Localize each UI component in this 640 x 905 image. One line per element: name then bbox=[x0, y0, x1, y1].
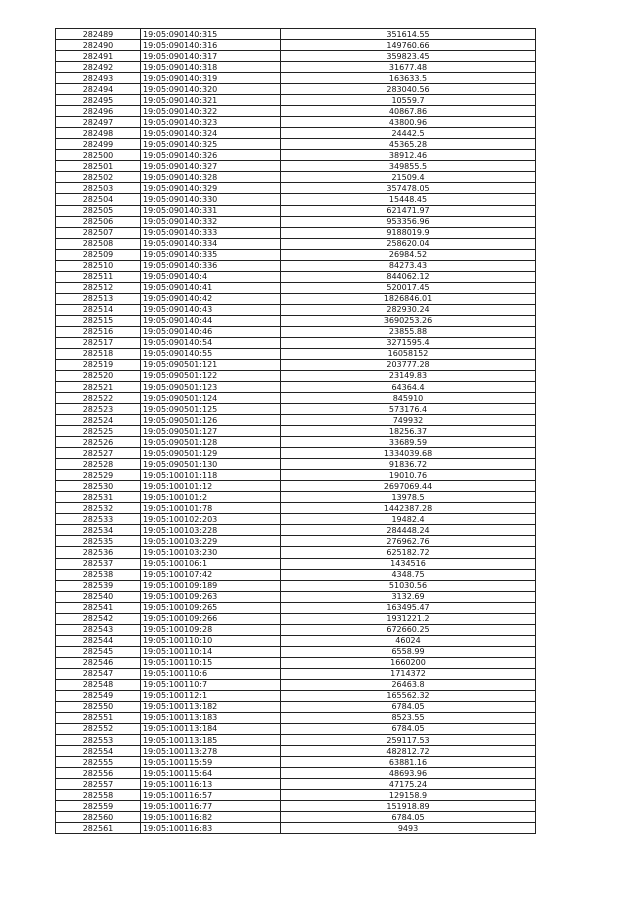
row-number-cell: 282502 bbox=[56, 172, 141, 183]
row-number-cell: 282557 bbox=[56, 779, 141, 790]
cadastral-number-cell: 19:05:100109:263 bbox=[141, 591, 281, 602]
row-number-cell: 282498 bbox=[56, 128, 141, 139]
cadastral-number-cell: 19:05:090140:328 bbox=[141, 172, 281, 183]
table-row bbox=[56, 459, 536, 470]
row-number-cell: 282532 bbox=[56, 503, 141, 514]
table-row bbox=[56, 315, 536, 326]
value-cell: 259117.53 bbox=[281, 735, 536, 746]
cadastral-number-cell: 19:05:100110:6 bbox=[141, 668, 281, 679]
cadastral-number-cell: 19:05:090140:334 bbox=[141, 238, 281, 249]
row-number-cell: 282542 bbox=[56, 613, 141, 624]
table-row bbox=[56, 757, 536, 768]
row-number-cell: 282520 bbox=[56, 370, 141, 381]
cadastral-number-cell: 19:05:090140:324 bbox=[141, 128, 281, 139]
cadastral-number-cell: 19:05:090140:329 bbox=[141, 183, 281, 194]
cadastral-number-cell: 19:05:090140:319 bbox=[141, 73, 281, 84]
cadastral-number-cell: 19:05:090501:125 bbox=[141, 404, 281, 415]
cadastral-number-cell: 19:05:100113:183 bbox=[141, 712, 281, 723]
row-number-cell: 282513 bbox=[56, 293, 141, 304]
value-cell: 8523.55 bbox=[281, 712, 536, 723]
value-cell: 573176.4 bbox=[281, 404, 536, 415]
table-row bbox=[56, 514, 536, 525]
row-number-cell: 282540 bbox=[56, 591, 141, 602]
cadastral-number-cell: 19:05:100113:182 bbox=[141, 701, 281, 712]
cadastral-number-cell: 19:05:100113:278 bbox=[141, 746, 281, 757]
cadastral-number-cell: 19:05:090501:121 bbox=[141, 359, 281, 370]
cadastral-number-cell: 19:05:100116:82 bbox=[141, 812, 281, 823]
cadastral-number-cell: 19:05:100115:59 bbox=[141, 757, 281, 768]
table-row bbox=[56, 348, 536, 359]
value-cell: 63881.16 bbox=[281, 757, 536, 768]
table-row bbox=[56, 40, 536, 51]
value-cell: 3132.69 bbox=[281, 591, 536, 602]
row-number-cell: 282560 bbox=[56, 812, 141, 823]
cadastral-number-cell: 19:05:090140:336 bbox=[141, 260, 281, 271]
value-cell: 2697069.44 bbox=[281, 481, 536, 492]
cadastral-number-cell: 19:05:090140:326 bbox=[141, 150, 281, 161]
table-row bbox=[56, 95, 536, 106]
cadastral-number-cell: 19:05:090140:318 bbox=[141, 62, 281, 73]
cadastral-number-cell: 19:05:090501:127 bbox=[141, 426, 281, 437]
value-cell: 520017.45 bbox=[281, 282, 536, 293]
cadastral-number-cell: 19:05:090140:325 bbox=[141, 139, 281, 150]
cadastral-number-cell: 19:05:100116:83 bbox=[141, 823, 281, 834]
row-number-cell: 282516 bbox=[56, 326, 141, 337]
value-cell: 165562.32 bbox=[281, 690, 536, 701]
row-number-cell: 282497 bbox=[56, 117, 141, 128]
row-number-cell: 282501 bbox=[56, 161, 141, 172]
value-cell: 6558.99 bbox=[281, 646, 536, 657]
row-number-cell: 282530 bbox=[56, 481, 141, 492]
value-cell: 359823.45 bbox=[281, 51, 536, 62]
table-row bbox=[56, 172, 536, 183]
row-number-cell: 282538 bbox=[56, 569, 141, 580]
table-row bbox=[56, 106, 536, 117]
cadastral-number-cell: 19:05:090140:335 bbox=[141, 249, 281, 260]
data-table bbox=[55, 28, 536, 834]
table-row bbox=[56, 668, 536, 679]
row-number-cell: 282543 bbox=[56, 624, 141, 635]
value-cell: 149760.66 bbox=[281, 40, 536, 51]
value-cell: 1931221.2 bbox=[281, 613, 536, 624]
table-row bbox=[56, 536, 536, 547]
table-row bbox=[56, 812, 536, 823]
table-row bbox=[56, 393, 536, 404]
table-row bbox=[56, 801, 536, 812]
value-cell: 64364.4 bbox=[281, 382, 536, 393]
cadastral-number-cell: 19:05:100113:184 bbox=[141, 723, 281, 734]
table-row bbox=[56, 558, 536, 569]
cadastral-number-cell: 19:05:090501:128 bbox=[141, 437, 281, 448]
table-row bbox=[56, 448, 536, 459]
row-number-cell: 282492 bbox=[56, 62, 141, 73]
row-number-cell: 282547 bbox=[56, 668, 141, 679]
row-number-cell: 282527 bbox=[56, 448, 141, 459]
row-number-cell: 282506 bbox=[56, 216, 141, 227]
value-cell: 38912.46 bbox=[281, 150, 536, 161]
cadastral-number-cell: 19:05:100101:12 bbox=[141, 481, 281, 492]
value-cell: 15448.45 bbox=[281, 194, 536, 205]
cadastral-number-cell: 19:05:100116:57 bbox=[141, 790, 281, 801]
row-number-cell: 282553 bbox=[56, 735, 141, 746]
cadastral-number-cell: 19:05:100110:7 bbox=[141, 679, 281, 690]
value-cell: 51030.56 bbox=[281, 580, 536, 591]
row-number-cell: 282535 bbox=[56, 536, 141, 547]
value-cell: 24442.5 bbox=[281, 128, 536, 139]
table-row bbox=[56, 183, 536, 194]
row-number-cell: 282515 bbox=[56, 315, 141, 326]
row-number-cell: 282534 bbox=[56, 525, 141, 536]
table-row bbox=[56, 62, 536, 73]
row-number-cell: 282495 bbox=[56, 95, 141, 106]
table-row bbox=[56, 547, 536, 558]
row-number-cell: 282554 bbox=[56, 746, 141, 757]
value-cell: 625182.72 bbox=[281, 547, 536, 558]
cadastral-number-cell: 19:05:100101:2 bbox=[141, 492, 281, 503]
cadastral-number-cell: 19:05:100115:64 bbox=[141, 768, 281, 779]
table-row bbox=[56, 238, 536, 249]
row-number-cell: 282533 bbox=[56, 514, 141, 525]
table-row bbox=[56, 282, 536, 293]
row-number-cell: 282559 bbox=[56, 801, 141, 812]
value-cell: 47175.24 bbox=[281, 779, 536, 790]
table-row bbox=[56, 569, 536, 580]
value-cell: 26463.8 bbox=[281, 679, 536, 690]
cadastral-number-cell: 19:05:090501:123 bbox=[141, 382, 281, 393]
value-cell: 19010.76 bbox=[281, 470, 536, 481]
value-cell: 258620.04 bbox=[281, 238, 536, 249]
cadastral-number-cell: 19:05:100109:28 bbox=[141, 624, 281, 635]
value-cell: 9188019.9 bbox=[281, 227, 536, 238]
row-number-cell: 282519 bbox=[56, 359, 141, 370]
value-cell: 84273.43 bbox=[281, 260, 536, 271]
cadastral-number-cell: 19:05:100110:14 bbox=[141, 646, 281, 657]
table-row bbox=[56, 304, 536, 315]
table-row bbox=[56, 51, 536, 62]
table-row bbox=[56, 635, 536, 646]
value-cell: 18256.37 bbox=[281, 426, 536, 437]
cadastral-number-cell: 19:05:100113:185 bbox=[141, 735, 281, 746]
row-number-cell: 282496 bbox=[56, 106, 141, 117]
value-cell: 9493 bbox=[281, 823, 536, 834]
value-cell: 1714372 bbox=[281, 668, 536, 679]
row-number-cell: 282505 bbox=[56, 205, 141, 216]
value-cell: 6784.05 bbox=[281, 701, 536, 712]
table-row bbox=[56, 128, 536, 139]
row-number-cell: 282518 bbox=[56, 348, 141, 359]
row-number-cell: 282529 bbox=[56, 470, 141, 481]
cadastral-number-cell: 19:05:100116:13 bbox=[141, 779, 281, 790]
row-number-cell: 282500 bbox=[56, 150, 141, 161]
table-row bbox=[56, 712, 536, 723]
cadastral-number-cell: 19:05:100109:266 bbox=[141, 613, 281, 624]
cadastral-number-cell: 19:05:100109:189 bbox=[141, 580, 281, 591]
value-cell: 284448.24 bbox=[281, 525, 536, 536]
table-row bbox=[56, 29, 536, 40]
value-cell: 283040.56 bbox=[281, 84, 536, 95]
cadastral-number-cell: 19:05:090140:54 bbox=[141, 337, 281, 348]
value-cell: 3271595.4 bbox=[281, 337, 536, 348]
cadastral-number-cell: 19:05:090140:332 bbox=[141, 216, 281, 227]
value-cell: 6784.05 bbox=[281, 812, 536, 823]
value-cell: 749932 bbox=[281, 415, 536, 426]
value-cell: 845910 bbox=[281, 393, 536, 404]
cadastral-number-cell: 19:05:090140:55 bbox=[141, 348, 281, 359]
value-cell: 672660.25 bbox=[281, 624, 536, 635]
value-cell: 33689.59 bbox=[281, 437, 536, 448]
cadastral-number-cell: 19:05:090140:317 bbox=[141, 51, 281, 62]
table-row bbox=[56, 613, 536, 624]
row-number-cell: 282548 bbox=[56, 679, 141, 690]
row-number-cell: 282522 bbox=[56, 393, 141, 404]
cadastral-number-cell: 19:05:100101:78 bbox=[141, 503, 281, 514]
table-row bbox=[56, 768, 536, 779]
table-row bbox=[56, 437, 536, 448]
value-cell: 1660200 bbox=[281, 657, 536, 668]
table-row bbox=[56, 591, 536, 602]
table-row bbox=[56, 337, 536, 348]
table-row bbox=[56, 503, 536, 514]
value-cell: 6784.05 bbox=[281, 723, 536, 734]
cadastral-number-cell: 19:05:090140:4 bbox=[141, 271, 281, 282]
value-cell: 1442387.28 bbox=[281, 503, 536, 514]
table-row bbox=[56, 470, 536, 481]
value-cell: 203777.28 bbox=[281, 359, 536, 370]
table-row bbox=[56, 580, 536, 591]
value-cell: 3690253.26 bbox=[281, 315, 536, 326]
row-number-cell: 282504 bbox=[56, 194, 141, 205]
cadastral-number-cell: 19:05:090140:321 bbox=[141, 95, 281, 106]
cadastral-number-cell: 19:05:090140:323 bbox=[141, 117, 281, 128]
table-row bbox=[56, 260, 536, 271]
row-number-cell: 282489 bbox=[56, 29, 141, 40]
value-cell: 40867.86 bbox=[281, 106, 536, 117]
value-cell: 357478.05 bbox=[281, 183, 536, 194]
table-row bbox=[56, 271, 536, 282]
row-number-cell: 282517 bbox=[56, 337, 141, 348]
cadastral-number-cell: 19:05:100109:265 bbox=[141, 602, 281, 613]
cadastral-number-cell: 19:05:090140:327 bbox=[141, 161, 281, 172]
table-row bbox=[56, 194, 536, 205]
value-cell: 953356.96 bbox=[281, 216, 536, 227]
value-cell: 91836.72 bbox=[281, 459, 536, 470]
row-number-cell: 282531 bbox=[56, 492, 141, 503]
row-number-cell: 282494 bbox=[56, 84, 141, 95]
table-body bbox=[56, 29, 536, 834]
table-row bbox=[56, 205, 536, 216]
value-cell: 351614.55 bbox=[281, 29, 536, 40]
value-cell: 4348.75 bbox=[281, 569, 536, 580]
table-row bbox=[56, 823, 536, 834]
cadastral-number-cell: 19:05:090140:41 bbox=[141, 282, 281, 293]
cadastral-number-cell: 19:05:090140:322 bbox=[141, 106, 281, 117]
table-row bbox=[56, 690, 536, 701]
value-cell: 163495.47 bbox=[281, 602, 536, 613]
cadastral-number-cell: 19:05:100103:229 bbox=[141, 536, 281, 547]
row-number-cell: 282539 bbox=[56, 580, 141, 591]
table-row bbox=[56, 73, 536, 84]
row-number-cell: 282507 bbox=[56, 227, 141, 238]
row-number-cell: 282558 bbox=[56, 790, 141, 801]
table-row bbox=[56, 404, 536, 415]
row-number-cell: 282549 bbox=[56, 690, 141, 701]
value-cell: 276962.76 bbox=[281, 536, 536, 547]
value-cell: 16058152 bbox=[281, 348, 536, 359]
cadastral-number-cell: 19:05:090501:129 bbox=[141, 448, 281, 459]
cadastral-number-cell: 19:05:090140:44 bbox=[141, 315, 281, 326]
value-cell: 46024 bbox=[281, 635, 536, 646]
cadastral-number-cell: 19:05:090501:122 bbox=[141, 370, 281, 381]
row-number-cell: 282561 bbox=[56, 823, 141, 834]
table-row bbox=[56, 679, 536, 690]
table-row bbox=[56, 481, 536, 492]
row-number-cell: 282508 bbox=[56, 238, 141, 249]
value-cell: 482812.72 bbox=[281, 746, 536, 757]
row-number-cell: 282528 bbox=[56, 459, 141, 470]
cadastral-number-cell: 19:05:100102:203 bbox=[141, 514, 281, 525]
cadastral-number-cell: 19:05:090140:331 bbox=[141, 205, 281, 216]
table-row bbox=[56, 525, 536, 536]
table-row bbox=[56, 161, 536, 172]
row-number-cell: 282555 bbox=[56, 757, 141, 768]
table-row bbox=[56, 326, 536, 337]
table-row bbox=[56, 293, 536, 304]
cadastral-number-cell: 19:05:090140:330 bbox=[141, 194, 281, 205]
table-row bbox=[56, 216, 536, 227]
table-row bbox=[56, 735, 536, 746]
cadastral-number-cell: 19:05:090140:42 bbox=[141, 293, 281, 304]
table-row bbox=[56, 415, 536, 426]
row-number-cell: 282544 bbox=[56, 635, 141, 646]
row-number-cell: 282551 bbox=[56, 712, 141, 723]
row-number-cell: 282541 bbox=[56, 602, 141, 613]
table-row bbox=[56, 723, 536, 734]
cadastral-number-cell: 19:05:100106:1 bbox=[141, 558, 281, 569]
cadastral-number-cell: 19:05:090501:130 bbox=[141, 459, 281, 470]
row-number-cell: 282552 bbox=[56, 723, 141, 734]
value-cell: 129158.9 bbox=[281, 790, 536, 801]
row-number-cell: 282521 bbox=[56, 382, 141, 393]
row-number-cell: 282550 bbox=[56, 701, 141, 712]
value-cell: 844062.12 bbox=[281, 271, 536, 282]
row-number-cell: 282545 bbox=[56, 646, 141, 657]
row-number-cell: 282509 bbox=[56, 249, 141, 260]
row-number-cell: 282510 bbox=[56, 260, 141, 271]
cadastral-number-cell: 19:05:090140:333 bbox=[141, 227, 281, 238]
cadastral-number-cell: 19:05:090501:124 bbox=[141, 393, 281, 404]
cadastral-number-cell: 19:05:100107:42 bbox=[141, 569, 281, 580]
row-number-cell: 282546 bbox=[56, 657, 141, 668]
row-number-cell: 282512 bbox=[56, 282, 141, 293]
row-number-cell: 282537 bbox=[56, 558, 141, 569]
table-row bbox=[56, 646, 536, 657]
value-cell: 151918.89 bbox=[281, 801, 536, 812]
table-row bbox=[56, 602, 536, 613]
row-number-cell: 282525 bbox=[56, 426, 141, 437]
value-cell: 19482.4 bbox=[281, 514, 536, 525]
cadastral-number-cell: 19:05:090140:43 bbox=[141, 304, 281, 315]
value-cell: 282930.24 bbox=[281, 304, 536, 315]
table-row bbox=[56, 139, 536, 150]
cadastral-number-cell: 19:05:100103:230 bbox=[141, 547, 281, 558]
table-row bbox=[56, 779, 536, 790]
row-number-cell: 282514 bbox=[56, 304, 141, 315]
table-row bbox=[56, 359, 536, 370]
table-row bbox=[56, 426, 536, 437]
row-number-cell: 282493 bbox=[56, 73, 141, 84]
row-number-cell: 282503 bbox=[56, 183, 141, 194]
table-row bbox=[56, 84, 536, 95]
row-number-cell: 282524 bbox=[56, 415, 141, 426]
cadastral-number-cell: 19:05:090140:316 bbox=[141, 40, 281, 51]
value-cell: 43800.96 bbox=[281, 117, 536, 128]
cadastral-number-cell: 19:05:100112:1 bbox=[141, 690, 281, 701]
cadastral-number-cell: 19:05:100110:10 bbox=[141, 635, 281, 646]
table-row bbox=[56, 701, 536, 712]
value-cell: 163633.5 bbox=[281, 73, 536, 84]
table-row bbox=[56, 657, 536, 668]
row-number-cell: 282499 bbox=[56, 139, 141, 150]
cadastral-number-cell: 19:05:100116:77 bbox=[141, 801, 281, 812]
value-cell: 45365.28 bbox=[281, 139, 536, 150]
table-row bbox=[56, 624, 536, 635]
row-number-cell: 282536 bbox=[56, 547, 141, 558]
table-row bbox=[56, 746, 536, 757]
table-row bbox=[56, 370, 536, 381]
row-number-cell: 282490 bbox=[56, 40, 141, 51]
table-row bbox=[56, 492, 536, 503]
value-cell: 10559.7 bbox=[281, 95, 536, 106]
value-cell: 23855.88 bbox=[281, 326, 536, 337]
value-cell: 621471.97 bbox=[281, 205, 536, 216]
cadastral-number-cell: 19:05:090140:320 bbox=[141, 84, 281, 95]
row-number-cell: 282511 bbox=[56, 271, 141, 282]
value-cell: 23149.83 bbox=[281, 370, 536, 381]
cadastral-number-cell: 19:05:100110:15 bbox=[141, 657, 281, 668]
row-number-cell: 282491 bbox=[56, 51, 141, 62]
value-cell: 13978.5 bbox=[281, 492, 536, 503]
row-number-cell: 282556 bbox=[56, 768, 141, 779]
row-number-cell: 282523 bbox=[56, 404, 141, 415]
cadastral-number-cell: 19:05:100103:228 bbox=[141, 525, 281, 536]
value-cell: 21509.4 bbox=[281, 172, 536, 183]
cadastral-number-cell: 19:05:100101:118 bbox=[141, 470, 281, 481]
value-cell: 31677.48 bbox=[281, 62, 536, 73]
cadastral-number-cell: 19:05:090140:46 bbox=[141, 326, 281, 337]
value-cell: 1334039.68 bbox=[281, 448, 536, 459]
value-cell: 349855.5 bbox=[281, 161, 536, 172]
row-number-cell: 282526 bbox=[56, 437, 141, 448]
table-row bbox=[56, 382, 536, 393]
value-cell: 1434516 bbox=[281, 558, 536, 569]
cadastral-number-cell: 19:05:090501:126 bbox=[141, 415, 281, 426]
value-cell: 26984.52 bbox=[281, 249, 536, 260]
table-row bbox=[56, 117, 536, 128]
value-cell: 48693.96 bbox=[281, 768, 536, 779]
value-cell: 1826846.01 bbox=[281, 293, 536, 304]
table-row bbox=[56, 790, 536, 801]
table-row bbox=[56, 249, 536, 260]
cadastral-number-cell: 19:05:090140:315 bbox=[141, 29, 281, 40]
table-row bbox=[56, 150, 536, 161]
table-row bbox=[56, 227, 536, 238]
